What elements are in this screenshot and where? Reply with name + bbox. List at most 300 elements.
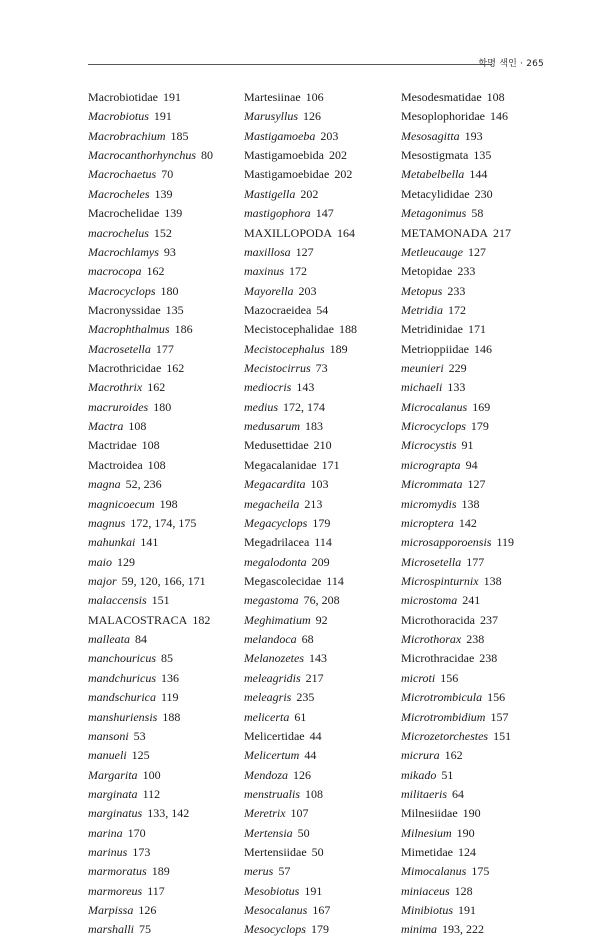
page-numbers: 241: [462, 593, 481, 608]
page-numbers: 103: [310, 477, 329, 492]
index-term: magnus: [88, 515, 126, 530]
index-entry: [401, 572, 514, 591]
page-numbers: 117: [147, 883, 165, 898]
page-numbers: 169: [472, 399, 491, 414]
page-numbers: 193, 222: [442, 922, 484, 937]
page-numbers: 114: [314, 535, 332, 550]
page-numbers: 173: [132, 845, 151, 860]
page-numbers: 144: [469, 167, 488, 182]
index-term: medius: [244, 399, 278, 414]
index-term: Mayorella: [244, 283, 294, 298]
index-entry: [401, 417, 514, 436]
page-numbers: 119: [161, 690, 179, 705]
index-term: marmoratus: [88, 864, 147, 879]
index-term: Mimetidae: [401, 845, 453, 860]
index-term: maio: [88, 554, 112, 569]
index-term: Metopus: [401, 283, 443, 298]
index-entry: [244, 688, 357, 707]
index-term: megastoma: [244, 593, 299, 608]
index-entry: [88, 320, 213, 339]
index-entry: [88, 204, 213, 223]
index-entry: [244, 533, 357, 552]
index-term: Microthoracida: [401, 612, 475, 627]
index-term: Macrocyclops: [88, 283, 156, 298]
page-numbers: 151: [151, 593, 170, 608]
page-numbers: 167: [312, 903, 331, 918]
page-numbers: 73: [315, 361, 328, 376]
index-term: Melicertidae: [244, 728, 305, 743]
page-numbers: 191: [458, 903, 477, 918]
page-numbers: 229: [448, 361, 467, 376]
index-term: marginatus: [88, 806, 143, 821]
index-term: marmoreus: [88, 883, 143, 898]
index-term: marshalli: [88, 922, 135, 937]
index-entry: [88, 766, 213, 785]
index-entry: [401, 591, 514, 610]
index-term: malaccensis: [88, 593, 147, 608]
index-entry: [244, 359, 357, 378]
index-entry: [88, 611, 213, 630]
page-numbers: 52, 236: [125, 477, 162, 492]
index-term: mahunkai: [88, 535, 136, 550]
index-term: mediocris: [244, 380, 292, 395]
page-numbers: 172, 174: [283, 399, 325, 414]
index-entry: [88, 127, 213, 146]
index-term: marina: [88, 825, 123, 840]
page-numbers: 217: [305, 670, 324, 685]
index-term: Micrommata: [401, 477, 463, 492]
page-numbers: 162: [444, 748, 463, 763]
page-numbers: 107: [290, 806, 309, 821]
index-entry: [401, 320, 514, 339]
index-term: Medusettidae: [244, 438, 309, 453]
index-entry: [244, 475, 357, 494]
index-entry: [88, 224, 213, 243]
index-entry: [244, 727, 357, 746]
page-numbers: 188: [162, 709, 181, 724]
page-numbers: 172: [289, 264, 307, 279]
index-term: Macrothricidae: [88, 361, 162, 376]
page-numbers: 203: [320, 128, 339, 143]
page-numbers: 100: [142, 767, 161, 782]
index-entry: [401, 185, 514, 204]
index-term: melandoca: [244, 632, 297, 647]
index-entry: [244, 553, 357, 572]
index-term: macruroides: [88, 399, 149, 414]
index-entry: [244, 88, 357, 107]
index-entry: [401, 669, 514, 688]
index-term: Megadrilacea: [244, 535, 310, 550]
page-numbers: 182: [192, 612, 211, 627]
page-numbers: 125: [131, 748, 150, 763]
index-entry: [244, 746, 357, 765]
index-entry: [401, 88, 514, 107]
page-numbers: 64: [452, 786, 465, 801]
page-numbers: 108: [147, 457, 166, 472]
index-entry: [401, 127, 514, 146]
index-entry: [244, 804, 357, 823]
index-term: Minibiotus: [401, 903, 454, 918]
index-term: Microsetella: [401, 554, 462, 569]
index-entry: [88, 398, 213, 417]
index-entry: [401, 727, 514, 746]
page-numbers: 179: [470, 419, 489, 434]
page-numbers: 127: [295, 244, 314, 259]
page-numbers: 57: [278, 864, 291, 879]
index-entry: [244, 340, 357, 359]
index-term: Mesostigmata: [401, 148, 469, 163]
index-entry: [88, 591, 213, 610]
index-entry: [401, 262, 514, 281]
index-entry: [401, 165, 514, 184]
index-entry: [88, 708, 213, 727]
page-numbers: 156: [487, 690, 506, 705]
page-numbers: 136: [161, 670, 179, 685]
index-entry: [88, 688, 213, 707]
index-term: microti: [401, 670, 436, 685]
index-entry: [88, 146, 213, 165]
page-numbers: 210: [313, 438, 332, 453]
page-numbers: 191: [162, 90, 181, 104]
index-entry: [88, 920, 213, 939]
index-term: Microthorax: [401, 632, 462, 647]
page-numbers: 58: [471, 206, 484, 221]
index-term: Mecistocirrus: [244, 361, 311, 376]
index-term: Metridia: [401, 302, 443, 317]
index-entry: [401, 436, 514, 455]
index-entry: [401, 553, 514, 572]
index-entry: [88, 165, 213, 184]
page-numbers: 108: [486, 90, 505, 104]
index-entry: [244, 378, 357, 397]
index-term: Macrocanthorhynchus: [88, 148, 196, 163]
index-term: Mastigamoebida: [244, 148, 324, 163]
index-term: Melanozetes: [244, 651, 304, 666]
index-entry: [244, 146, 357, 165]
index-entry: [401, 475, 514, 494]
page-numbers: 133: [447, 380, 466, 395]
page-numbers: 238: [466, 632, 485, 647]
index-entry: [88, 456, 213, 475]
page-numbers: 143: [296, 380, 315, 395]
page-numbers: 75: [139, 922, 152, 937]
index-entry: [401, 824, 514, 843]
page-numbers: 70: [161, 167, 174, 182]
index-term: Metabelbella: [401, 167, 465, 182]
index-term: Milnesiidae: [401, 806, 458, 821]
page-numbers: 119: [496, 535, 515, 550]
index-entry: [401, 920, 514, 939]
page-numbers: 171: [467, 322, 486, 337]
index-term: Macrochlamys: [88, 244, 159, 259]
page-numbers: 92: [315, 612, 328, 627]
page-numbers: 135: [473, 148, 492, 163]
index-entry: [244, 920, 357, 939]
index-entry: [88, 495, 213, 514]
index-term: Macrothrix: [88, 380, 143, 395]
index-term: major: [88, 573, 117, 588]
index-entry: [88, 553, 213, 572]
index-term: malleata: [88, 632, 130, 647]
index-entry: [88, 514, 213, 533]
index-term: Macrocheles: [88, 186, 150, 201]
index-term: Mesodesmatidae: [401, 90, 482, 104]
index-entry: [88, 88, 213, 107]
page-numbers: 172: [448, 302, 466, 317]
page-numbers: 172, 174, 175: [130, 515, 197, 530]
index-column-2: [244, 88, 357, 940]
index-entry: [401, 107, 514, 126]
page-numbers: 108: [141, 438, 160, 453]
page-numbers: 190: [462, 806, 481, 821]
index-entry: [244, 611, 357, 630]
index-entry: [88, 243, 213, 262]
page-numbers: 147: [315, 206, 334, 221]
index-term: Metacylididae: [401, 186, 470, 201]
page-numbers: 180: [160, 283, 179, 298]
index-term: mandchuricus: [88, 670, 156, 685]
index-entry: [88, 649, 213, 668]
page-numbers: 126: [138, 903, 157, 918]
page-numbers: 209: [311, 554, 330, 569]
index-term: Microthracidae: [401, 651, 475, 666]
index-column-3: [401, 88, 514, 940]
index-entry: [88, 843, 213, 862]
index-entry: [401, 204, 514, 223]
index-term: meleagris: [244, 690, 292, 705]
page-numbers: 156: [440, 670, 459, 685]
index-entry: [88, 378, 213, 397]
index-entry: [88, 727, 213, 746]
index-entry: [88, 340, 213, 359]
index-entry: [88, 862, 213, 881]
index-term: Metrioppiidae: [401, 341, 469, 356]
index-term: Megacalanidae: [244, 457, 317, 472]
index-term: Megacardita: [244, 477, 306, 492]
index-entry: [401, 243, 514, 262]
index-term: mastigophora: [244, 206, 311, 221]
page-numbers: 235: [296, 690, 315, 705]
index-entry: [244, 398, 357, 417]
page-numbers: 177: [466, 554, 485, 569]
index-term: Meretrix: [244, 806, 286, 821]
index-entry: [88, 901, 213, 920]
index-term: Mendoza: [244, 767, 288, 782]
index-entry: [244, 572, 357, 591]
index-term: Marusyllus: [244, 109, 298, 124]
page-numbers: 128: [454, 883, 473, 898]
index-entry: [244, 649, 357, 668]
page-numbers: 203: [298, 283, 317, 298]
page-numbers: 85: [161, 651, 173, 666]
index-term: Macrochaetus: [88, 167, 157, 182]
index-term: Macrophthalmus: [88, 322, 170, 337]
index-term: Mertensiidae: [244, 845, 307, 860]
index-term: Metagonimus: [401, 206, 467, 221]
index-term: Mertensia: [244, 825, 293, 840]
index-entry: [401, 611, 514, 630]
index-term: mandschurica: [88, 690, 156, 705]
index-term: Microcalanus: [401, 399, 468, 414]
page-numbers: 177: [155, 341, 174, 356]
index-entry: [88, 572, 213, 591]
page-numbers: 106: [305, 90, 324, 104]
index-term: Microspinturnix: [401, 573, 479, 588]
index-entry: [401, 746, 514, 765]
index-term: Megascolecidae: [244, 573, 322, 588]
index-entry: [244, 204, 357, 223]
index-entry: [401, 785, 514, 804]
page-numbers: 135: [165, 302, 184, 317]
page-numbers: 93: [163, 244, 176, 259]
index-term: Microzetorchestes: [401, 728, 489, 743]
index-term: maxinus: [244, 264, 284, 279]
index-term: Mactra: [88, 419, 124, 434]
index-term: megacheila: [244, 496, 300, 511]
index-entry: [88, 436, 213, 455]
index-entry: [88, 746, 213, 765]
index-term: Mesobiotus: [244, 883, 300, 898]
page-numbers: 44: [309, 728, 322, 743]
page-numbers: 233: [447, 283, 466, 298]
index-entry: [401, 495, 514, 514]
page-numbers: 141: [140, 535, 159, 550]
index-entry: [244, 320, 357, 339]
index-term: magnicoecum: [88, 496, 155, 511]
page-numbers: 186: [174, 322, 193, 337]
page-numbers: 139: [164, 206, 183, 221]
index-entry: [244, 301, 357, 320]
index-entry: [244, 514, 357, 533]
page-numbers: 94: [465, 457, 478, 472]
index-entry: [401, 398, 514, 417]
index-term: Microcyclops: [401, 419, 466, 434]
index-entry: [401, 804, 514, 823]
index-entry: [401, 224, 514, 243]
index-term: macrochelus: [88, 225, 149, 240]
page-numbers: 133, 142: [147, 806, 190, 821]
index-entry: [88, 417, 213, 436]
index-entry: [88, 107, 213, 126]
index-term: marinus: [88, 845, 128, 860]
index-term: manueli: [88, 748, 127, 763]
page-numbers: 80: [200, 148, 213, 163]
index-term: Mastigamoeba: [244, 128, 316, 143]
index-entry: [88, 630, 213, 649]
index-entry: [244, 630, 357, 649]
page-numbers: 44: [304, 748, 317, 763]
index-term: Macrobiotidae: [88, 90, 158, 104]
index-entry: [88, 669, 213, 688]
index-term: METAMONADA: [401, 225, 489, 240]
index-entry: [401, 901, 514, 920]
page-numbers: 157: [490, 709, 509, 724]
index-column-1: [88, 88, 213, 940]
index-entry: [244, 165, 357, 184]
index-entry: [244, 243, 357, 262]
index-term: Mesocyclops: [244, 922, 306, 937]
index-term: Mactridae: [88, 438, 137, 453]
index-term: Mecistocephalus: [244, 341, 325, 356]
index-term: manshuriensis: [88, 709, 158, 724]
page-numbers: 114: [326, 573, 344, 588]
page-numbers: 146: [489, 109, 508, 124]
index-entry: [244, 282, 357, 301]
index-entry: [88, 475, 213, 494]
index-entry: [88, 804, 213, 823]
page-numbers: 126: [303, 109, 321, 124]
page-numbers: 142: [458, 515, 477, 530]
index-entry: [401, 630, 514, 649]
index-entry: [244, 127, 357, 146]
page-numbers: 124: [457, 845, 476, 860]
index-term: micromydis: [401, 496, 457, 511]
running-head: 학명 색인 · 265: [478, 59, 544, 69]
index-term: melicerta: [244, 709, 290, 724]
page-numbers: 126: [293, 767, 311, 782]
page-numbers: 217: [493, 225, 512, 240]
index-term: Mimocalanus: [401, 864, 467, 879]
page-numbers: 233: [457, 264, 476, 279]
index-term: Metopidae: [401, 264, 453, 279]
page-numbers: 53: [133, 728, 146, 743]
page-numbers: 91: [461, 438, 474, 453]
page-numbers: 68: [301, 632, 314, 647]
index-term: Macrobrachium: [88, 128, 166, 143]
page-numbers: 108: [305, 786, 324, 801]
index-entry: [88, 882, 213, 901]
index-entry: [244, 882, 357, 901]
index-term: macrocopa: [88, 264, 142, 279]
page-numbers: 202: [328, 148, 347, 163]
index-term: Milnesium: [401, 825, 452, 840]
page-numbers: 151: [493, 728, 512, 743]
page-numbers: 238: [479, 651, 498, 666]
index-entry: [401, 688, 514, 707]
index-entry: [401, 708, 514, 727]
index-entry: [244, 107, 357, 126]
page-numbers: 202: [300, 186, 319, 201]
page-numbers: 190: [456, 825, 475, 840]
page-numbers: 139: [154, 186, 173, 201]
page-numbers: 170: [127, 825, 146, 840]
index-entry: [244, 591, 357, 610]
index-term: Microtrombidium: [401, 709, 486, 724]
index-term: Marpissa: [88, 903, 134, 918]
page-numbers: 127: [467, 477, 486, 492]
page-numbers: 188: [338, 322, 357, 337]
page-numbers: 129: [117, 554, 135, 569]
index-entry: [401, 766, 514, 785]
index-entry: [401, 340, 514, 359]
index-entry: [401, 843, 514, 862]
index-term: marginata: [88, 786, 138, 801]
index-term: Margarita: [88, 767, 138, 782]
page-numbers: 202: [334, 167, 353, 182]
index-entry: [401, 378, 514, 397]
page-numbers: 175: [471, 864, 490, 879]
index-term: Macronyssidae: [88, 302, 161, 317]
page-numbers: 183: [305, 419, 323, 434]
page-numbers: 108: [128, 419, 147, 434]
page-numbers: 191: [153, 109, 172, 124]
page-numbers: 138: [461, 496, 480, 511]
page-numbers: 138: [483, 573, 502, 588]
page-numbers: 164: [337, 225, 355, 240]
index-term: Mazocraeidea: [244, 302, 312, 317]
page-numbers: 146: [473, 341, 492, 356]
index-term: Melicertum: [244, 748, 300, 763]
